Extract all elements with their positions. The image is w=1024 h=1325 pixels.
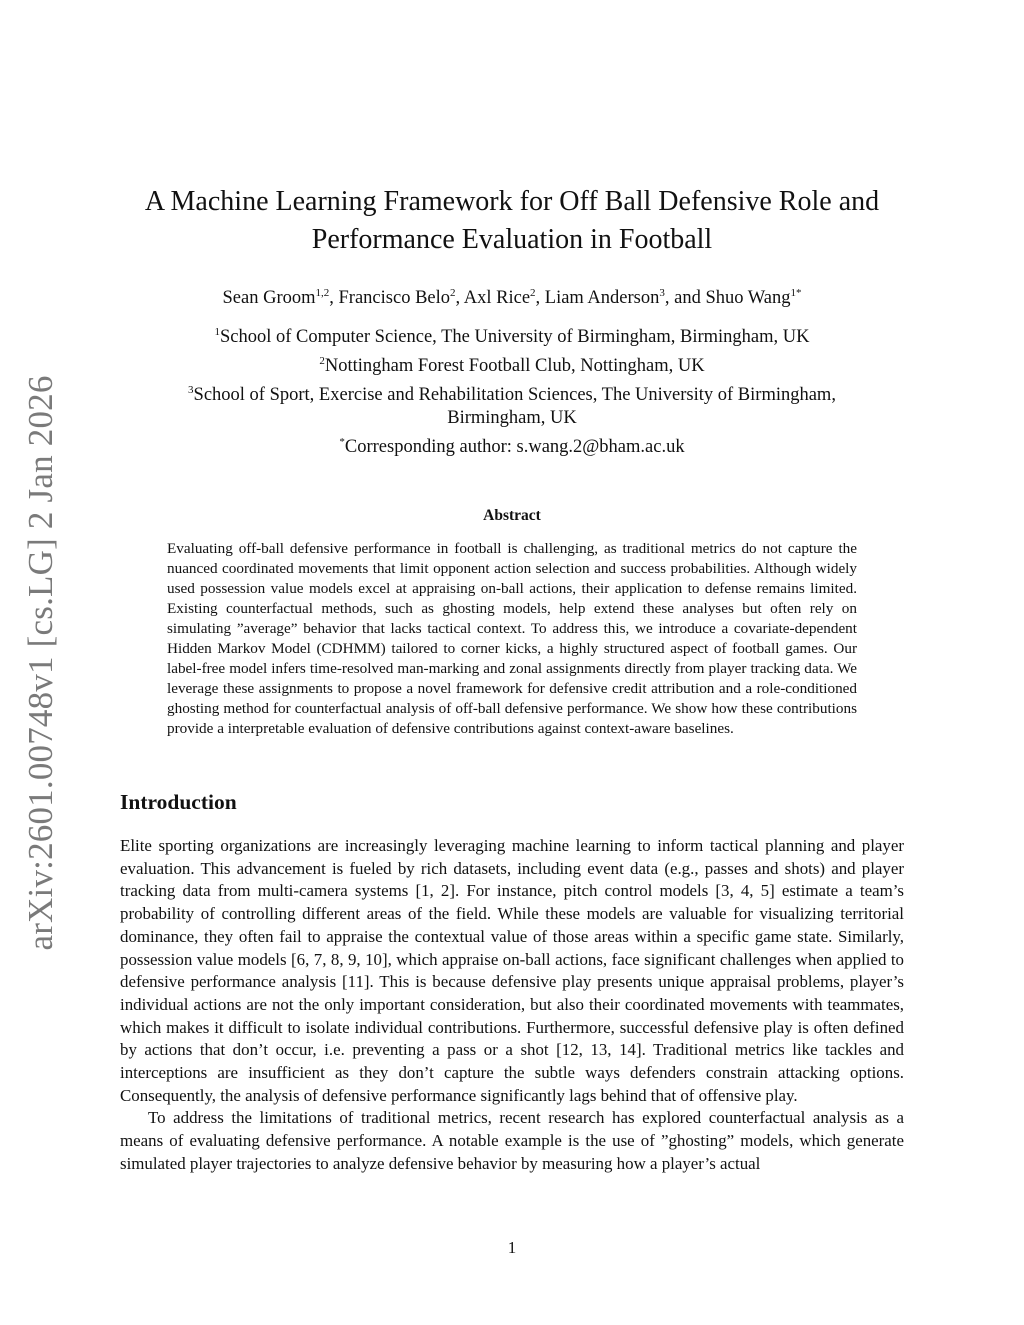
author-name: Shuo Wang: [705, 288, 791, 309]
author-separator: ,: [535, 288, 545, 309]
affiliation-mark: 2: [319, 354, 325, 367]
affiliation-item: [120, 321, 904, 350]
corresponding-author: [120, 431, 904, 460]
affiliation-text: School of Sport, Exercise and Rehabilitation Sciences, The University of Birmingham, Birmingham, UK: [193, 384, 836, 429]
paper-title: [120, 183, 904, 259]
author-affiliation-mark: 1,2: [315, 287, 330, 299]
author-name: Francisco Belo: [338, 288, 451, 309]
affiliation-text: School of Computer Science, The University of Birmingham, Birmingham, UK: [219, 327, 810, 348]
affiliation-list: [120, 321, 904, 460]
author-separator: ,: [455, 288, 464, 309]
introduction-paragraph: Elite sporting organizations are increasingly leveraging machine learning to inform tactical planning and player evaluation. This advancement is fueled by rich datasets, including event data (e.g., passes and shots) and player tracking data from multi-camera systems [1, 2]. For instance, pitch control models [3, 4, 5] estimate a team’s probability of controlling different areas of the field. While these models are valuable for visualizing territorial dominance, they often fail to appraise the contextual value of those areas within a specific game state. Similarly, possession value models [6, 7, 8, 9, 10], which appraise on-ball actions, face significant challenges when applied to defensive performance analysis [11]. This is because defensive play presents unique appraisal problems, player’s individual actions are not the only important consideration, but also their coordinated movements with teammates, which makes it difficult to isolate individual contributions. Furthermore, successful defensive play is often defined by actions that don’t occur, i.e. preventing a pass or a shot [12, 13, 14]. Traditional metrics like tackles and interceptions are insufficient as they don’t capture the subtle ways defenders constrain attacking options. Consequently, the analysis of defensive performance significantly lags behind that of offensive play.: [120, 836, 904, 1105]
author-affiliation-mark: 2: [450, 287, 456, 299]
introduction-heading: Introduction: [120, 790, 237, 814]
affiliation-text: Nottingham Forest Football Club, Nottingham, UK: [324, 355, 705, 376]
author-name: Axl Rice: [463, 288, 531, 309]
page-number: 1: [507, 1238, 517, 1257]
affiliation-mark: 3: [188, 383, 194, 396]
corresponding-author-text: Corresponding author: s.wang.2@bham.ac.uk: [344, 437, 685, 457]
author-list: [120, 281, 904, 310]
affiliation-item: [120, 350, 904, 379]
corresponding-author-mark: *: [339, 435, 345, 448]
author-affiliation-mark: 1*: [790, 287, 802, 299]
introduction-paragraph: To address the limitations of traditional metrics, recent research has explored counterfactual analysis as a means of evaluating defensive performance. A notable example is the use of ”ghosting” models, which generate simulated player trajectories to analyze defensive behavior by measuring how a player’s actual: [120, 1108, 904, 1173]
author-name: Sean Groom: [222, 288, 316, 309]
author-affiliation-mark: 3: [659, 287, 665, 299]
author-name: Liam Anderson: [544, 288, 660, 309]
introduction-body: [120, 835, 904, 1176]
affiliation-mark: 1: [214, 326, 220, 338]
arxiv-identifier-stamp: arXiv:2601.00748v1 [cs.LG] 2 Jan 2026: [21, 375, 60, 951]
author-affiliation-mark: 2: [530, 287, 536, 299]
author-separator: ,: [329, 288, 339, 309]
title-line-1: A Machine Learning Framework for Off Ball Defensive Role and: [144, 186, 880, 217]
abstract-heading: Abstract: [483, 507, 541, 524]
title-line-2: Performance Evaluation in Football: [311, 224, 713, 255]
abstract-text: Evaluating off-ball defensive performance in football is challenging, as traditional metrics do not capture the nuanced coordinated movements that limit opponent action selection and success probabilities. Although widely used possession value models excel at appraising on-ball actions, their application to defense remains limited. Existing counterfactual methods, such as ghosting models, help extend these analyses but often rely on simulating ”average” behavior that lacks tactical context. To address this, we introduce a covariate-dependent Hidden Markov Model (CDHMM) tailored to corner kicks, a highly structured aspect of football games. Our label-free model infers time-resolved man-marking and zonal assignments directly from player tracking data. We leverage these assignments to propose a novel framework for defensive credit attribution and a role-conditioned ghosting method for counterfactual analysis of off-ball defensive performance. We show how these contributions provide a interpretable evaluation of defensive contributions against context-aware baselines.: [167, 540, 857, 737]
author-separator: , and: [664, 288, 706, 309]
affiliation-item: [120, 379, 904, 431]
